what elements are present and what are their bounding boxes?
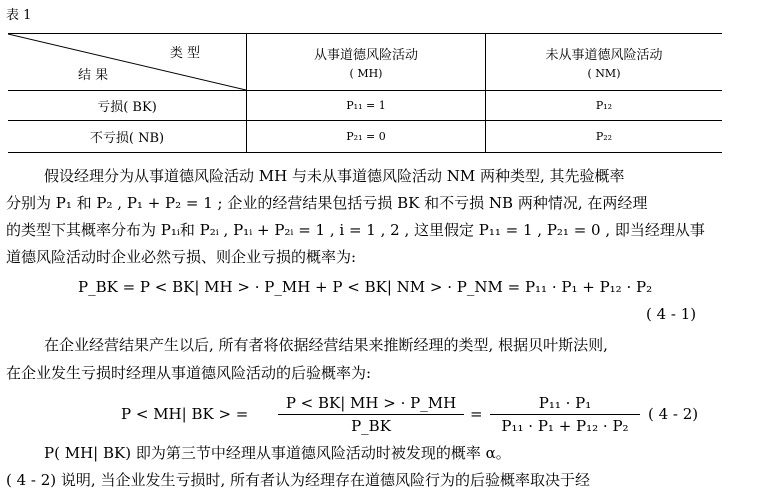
cell-p11: P₁₁ = 1	[247, 91, 486, 121]
probability-table	[8, 33, 722, 153]
fraction-1-numerator: P < BK| MH > · P_MH	[285, 394, 457, 412]
paragraph-line: 道德风险活动时企业必然亏损、则企业亏损的概率为:	[6, 248, 357, 266]
col-header-nm	[486, 34, 723, 91]
col-header-mh-text: 从事道德风险活动	[313, 47, 418, 63]
equation-4-2-lhs: P < MH| BK > =	[121, 405, 249, 423]
equation-4-1-tag: ( 4 - 1)	[646, 305, 697, 323]
fraction-2-denominator: P₁₁ · P₁ + P₁₂ · P₂	[501, 417, 629, 435]
paragraph-line: 在企业经营结果产生以后, 所有者将依据经营结果来推断经理的类型, 根据贝叶斯法则,	[44, 336, 608, 354]
row-label-nb: 不亏损( NB)	[8, 121, 247, 153]
fraction-1-denominator: P_BK	[351, 417, 391, 435]
cell-p22: P₂₂	[486, 121, 723, 153]
table-row	[8, 91, 722, 121]
col-header-nm-sub: ( NM)	[587, 66, 621, 80]
paragraph-line: ( 4 - 2) 说明, 当企业发生亏损时, 所有者认为经理存在道德风险行为的后验概率取决于经	[6, 471, 591, 489]
paragraph-line: P( MH| BK) 即为第三节中经理从事道德风险活动时被发现的概率 α。	[44, 444, 511, 462]
fraction-2-numerator: P₁₁ · P₁	[538, 394, 592, 412]
col-header-mh-sub: ( MH)	[349, 66, 383, 80]
fraction-2	[490, 394, 640, 435]
equation-4-2-tag: ( 4 - 2)	[648, 405, 699, 423]
table-row	[8, 121, 722, 153]
equation-4-1: P_BK = P < BK| MH > · P_MH + P < BK| NM > · P_NM = P₁₁ · P₁ + P₁₂ · P₂	[78, 278, 653, 296]
col-header-mh	[247, 34, 486, 91]
col-header-nm-text: 未从事道德风险活动	[545, 47, 663, 63]
corner-type-label: 类 型	[169, 46, 200, 61]
equation-4-2-equals: =	[470, 405, 483, 423]
table-corner-cell	[8, 34, 247, 91]
diagonal-line	[8, 34, 246, 90]
row-label-bk: 亏损( BK)	[8, 91, 247, 121]
fraction-1	[278, 394, 464, 435]
paragraph-line: 在企业发生亏损时经理从事道德风险活动的后验概率为:	[6, 364, 372, 382]
paragraph-line: 分别为 P₁ 和 P₂ , P₁ + P₂ = 1 ; 企业的经营结果包括亏损 BK 和不亏损 NB 两种情况, 在两经理	[6, 194, 648, 212]
paragraph-line: 的类型下其概率分布为 P₁ᵢ和 P₂ᵢ , P₁ᵢ + P₂ᵢ = 1 , i = 1 , 2 , 这里假定 P₁₁ = 1 , P₂₁ = 0 , 即当经理从事	[6, 221, 705, 239]
cell-p21: P₂₁ = 0	[247, 121, 486, 153]
paragraph-line: 假设经理分为从事道德风险活动 MH 与未从事道德风险活动 NM 两种类型, 其先验概率	[44, 167, 625, 185]
table-caption: 表 1	[6, 8, 32, 23]
cell-p12: P₁₂	[486, 91, 723, 121]
corner-result-label: 结 果	[78, 68, 109, 83]
